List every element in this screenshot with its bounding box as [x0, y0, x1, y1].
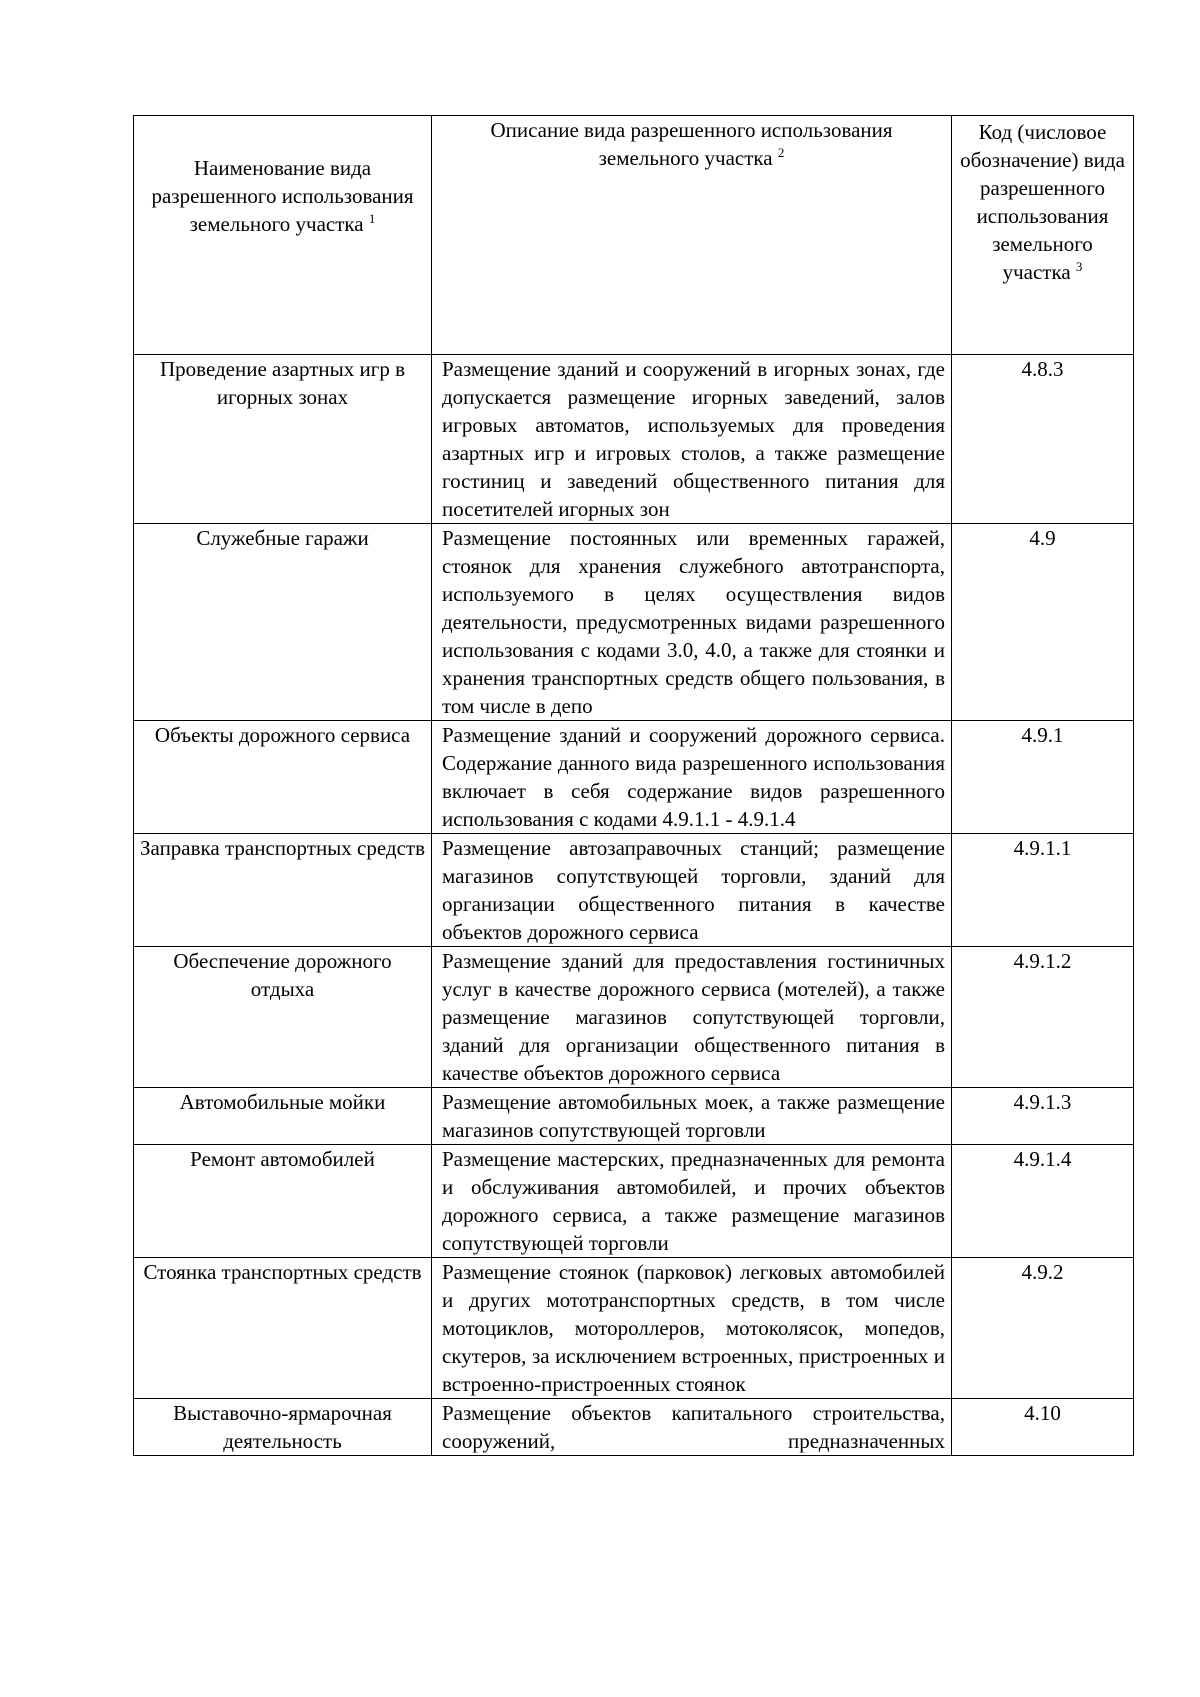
- land-use-table: [133, 115, 1134, 1456]
- use-description-cell: Размещение постоянных или временных гаражей, стоянок для хранения служебного автотранспорта, используемого в целях осуществления видов деятельности, предусмотренных видами разрешенного использования с кодами 3.0, 4.0, а также для стоянки и хранения транспортных средств общего пользования, в том числе в депо: [432, 524, 952, 721]
- header-code-cell: [952, 116, 1134, 355]
- use-name-cell: Объекты дорожного сервиса: [134, 721, 432, 834]
- use-description-cell: Размещение автозаправочных станций; размещение магазинов сопутствующей торговли, зданий для организации общественного питания в качестве объектов дорожного сервиса: [432, 834, 952, 947]
- use-description-cell: Размещение мастерских, предназначенных для ремонта и обслуживания автомобилей, и прочих объектов дорожного сервиса, а также размещение магазинов сопутствующей торговли: [432, 1145, 952, 1258]
- use-code-cell: 4.9.2: [952, 1258, 1134, 1399]
- use-code-cell: 4.9: [952, 524, 1134, 721]
- use-description-cell: Размещение автомобильных моек, а также размещение магазинов сопутствующей торговли: [432, 1088, 952, 1145]
- use-code-cell: 4.9.1.4: [952, 1145, 1134, 1258]
- use-description-cell: Размещение зданий для предоставления гостиничных услуг в качестве дорожного сервиса (мотелей), а также размещение магазинов сопутствующей торговли, зданий для организации общественного питания в качестве объектов дорожного сервиса: [432, 947, 952, 1088]
- use-name-cell: Ремонт автомобилей: [134, 1145, 432, 1258]
- use-code-cell: 4.9.1.3: [952, 1088, 1134, 1145]
- table-row: [134, 355, 1134, 524]
- table-row: [134, 947, 1134, 1088]
- use-name-cell: Проведение азартных игр в игорных зонах: [134, 355, 432, 524]
- table-row: [134, 1258, 1134, 1399]
- header-description-text: Описание вида разрешенного использования земельного участка: [490, 118, 893, 170]
- header-description-cell: [432, 116, 952, 355]
- table-row: [134, 721, 1134, 834]
- use-name-cell: Выставочно-ярмарочная деятельность: [134, 1399, 432, 1456]
- table-row: [134, 524, 1134, 721]
- use-name-cell: Автомобильные мойки: [134, 1088, 432, 1145]
- use-code-cell: 4.10: [952, 1399, 1134, 1456]
- table-row: [134, 1088, 1134, 1145]
- use-code-cell: 4.8.3: [952, 355, 1134, 524]
- header-name-text: Наименование вида разрешенного использования земельного участка: [151, 156, 414, 236]
- use-code-cell: 4.9.1.2: [952, 947, 1134, 1088]
- use-name-cell: Заправка транспортных средств: [134, 834, 432, 947]
- use-name-cell: Служебные гаражи: [134, 524, 432, 721]
- use-description-cell: Размещение зданий и сооружений дорожного сервиса. Содержание данного вида разрешенного использования включает в себя содержание видов разрешенного использования с кодами 4.9.1.1 - 4.9.1.4: [432, 721, 952, 834]
- use-description-cell: Размещение зданий и сооружений в игорных зонах, где допускается размещение игорных заведений, залов игровых автоматов, используемых для проведения азартных игр и игровых столов, а также размещение гостиниц и заведений общественного питания для посетителей игорных зон: [432, 355, 952, 524]
- table-row: [134, 834, 1134, 947]
- header-code-text: Код (числовое обозначение) вида разрешенного использования земельного участка: [960, 120, 1125, 284]
- use-name-cell: Обеспечение дорожного отдыха: [134, 947, 432, 1088]
- footnote-ref-2: 2: [777, 145, 785, 160]
- footnote-ref-1: 1: [368, 211, 376, 226]
- table-row: [134, 1399, 1134, 1456]
- table-row: [134, 1145, 1134, 1258]
- header-name-cell: [134, 116, 432, 355]
- table-header-row: [134, 116, 1134, 355]
- use-description-cell: Размещение объектов капитального строительства, сооружений, предназначенных: [432, 1399, 952, 1456]
- use-code-cell: 4.9.1.1: [952, 834, 1134, 947]
- use-name-cell: Стоянка транспортных средств: [134, 1258, 432, 1399]
- use-code-cell: 4.9.1: [952, 721, 1134, 834]
- footnote-ref-3: 3: [1075, 259, 1083, 274]
- use-description-cell: Размещение стоянок (парковок) легковых автомобилей и других мототранспортных средств, в том числе мотоциклов, мотороллеров, мотоколясок, мопедов, скутеров, за исключением встроенных, пристроенных и встроенно-пристроенных стоянок: [432, 1258, 952, 1399]
